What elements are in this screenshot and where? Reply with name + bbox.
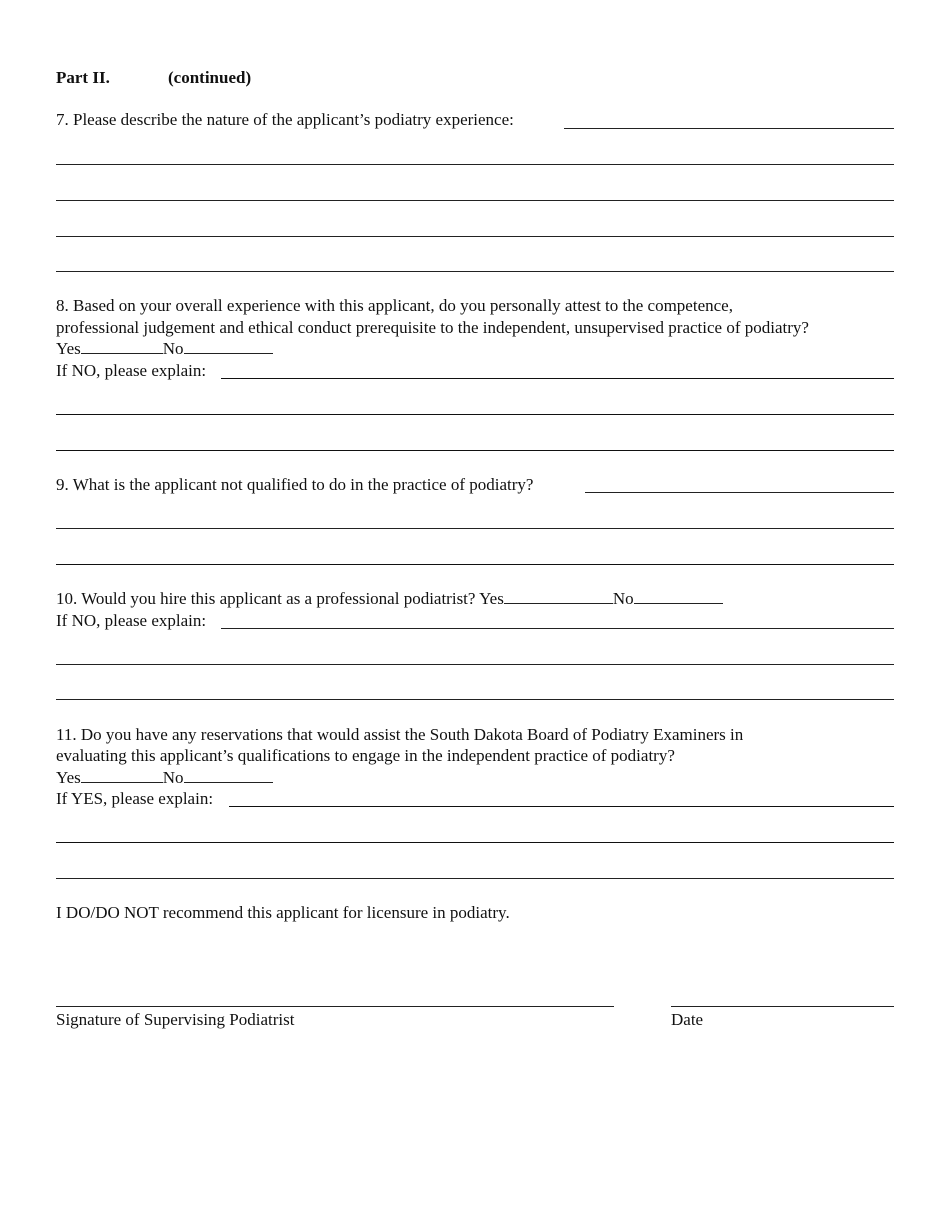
q10-no-blank[interactable] bbox=[634, 589, 723, 604]
q8-explain-line-3[interactable] bbox=[56, 450, 894, 451]
q10-explain-label: If NO, please explain: bbox=[56, 611, 207, 630]
q7-answer-line-5[interactable] bbox=[56, 271, 894, 272]
q8-no-label: No bbox=[162, 339, 184, 358]
q8-explain-line-2[interactable] bbox=[56, 414, 894, 415]
q7-answer-line-1[interactable] bbox=[564, 128, 894, 129]
q11-text-line-2: evaluating this applicant’s qualifications to engage in the independent practice of podiatry? bbox=[56, 746, 675, 765]
q8-yes-blank[interactable] bbox=[81, 339, 163, 354]
q11-no-blank[interactable] bbox=[184, 768, 273, 783]
q10-text: 10. Would you hire this applicant as a professional podiatrist? Yes bbox=[56, 589, 504, 608]
date-line[interactable] bbox=[671, 1006, 894, 1007]
signature-line[interactable] bbox=[56, 1006, 614, 1007]
q7-text: 7. Please describe the nature of the applicant’s podiatry experience: bbox=[56, 110, 514, 129]
q8-explain-line-1[interactable] bbox=[221, 378, 894, 379]
q10-no-label: No bbox=[612, 589, 634, 608]
q11-yes-label: Yes bbox=[56, 768, 81, 787]
q9-answer-line-3[interactable] bbox=[56, 564, 894, 565]
q7-answer-line-4[interactable] bbox=[56, 236, 894, 237]
continued-label: (continued) bbox=[168, 68, 252, 87]
q11-yes-no-row bbox=[56, 768, 273, 788]
q8-explain-label: If NO, please explain: bbox=[56, 361, 207, 380]
q8-yes-label: Yes bbox=[56, 339, 81, 358]
q8-text-line-2: professional judgement and ethical conduct prerequisite to the independent, unsupervised practice of podiatry? bbox=[56, 318, 809, 337]
signature-label: Signature of Supervising Podiatrist bbox=[56, 1010, 295, 1029]
q8-no-blank[interactable] bbox=[184, 339, 273, 354]
q10-explain-line-2[interactable] bbox=[56, 664, 894, 665]
recommendation-statement: I DO/DO NOT recommend this applicant for licensure in podiatry. bbox=[56, 903, 510, 922]
q7-answer-line-3[interactable] bbox=[56, 200, 894, 201]
q11-explain-line-1[interactable] bbox=[229, 806, 894, 807]
q8-yes-no-row bbox=[56, 339, 273, 359]
part-label: Part II. bbox=[56, 68, 110, 87]
q8-text-line-1: 8. Based on your overall experience with this applicant, do you personally attest to the competence, bbox=[56, 296, 733, 315]
q9-text: 9. What is the applicant not qualified to do in the practice of podiatry? bbox=[56, 475, 534, 494]
q11-explain-line-3[interactable] bbox=[56, 878, 894, 879]
date-label: Date bbox=[671, 1010, 704, 1029]
q7-answer-line-2[interactable] bbox=[56, 164, 894, 165]
q11-yes-blank[interactable] bbox=[81, 768, 163, 783]
q9-answer-line-2[interactable] bbox=[56, 528, 894, 529]
q9-answer-line-1[interactable] bbox=[585, 492, 894, 493]
q11-text-line-1: 11. Do you have any reservations that would assist the South Dakota Board of Podiatry Examiners in bbox=[56, 725, 744, 744]
q11-explain-line-2[interactable] bbox=[56, 842, 894, 843]
q11-no-label: No bbox=[162, 768, 184, 787]
q10-explain-line-1[interactable] bbox=[221, 628, 894, 629]
q10-row bbox=[56, 589, 723, 609]
q11-explain-label: If YES, please explain: bbox=[56, 789, 214, 808]
q10-explain-line-3[interactable] bbox=[56, 699, 894, 700]
q10-yes-blank[interactable] bbox=[504, 589, 613, 604]
